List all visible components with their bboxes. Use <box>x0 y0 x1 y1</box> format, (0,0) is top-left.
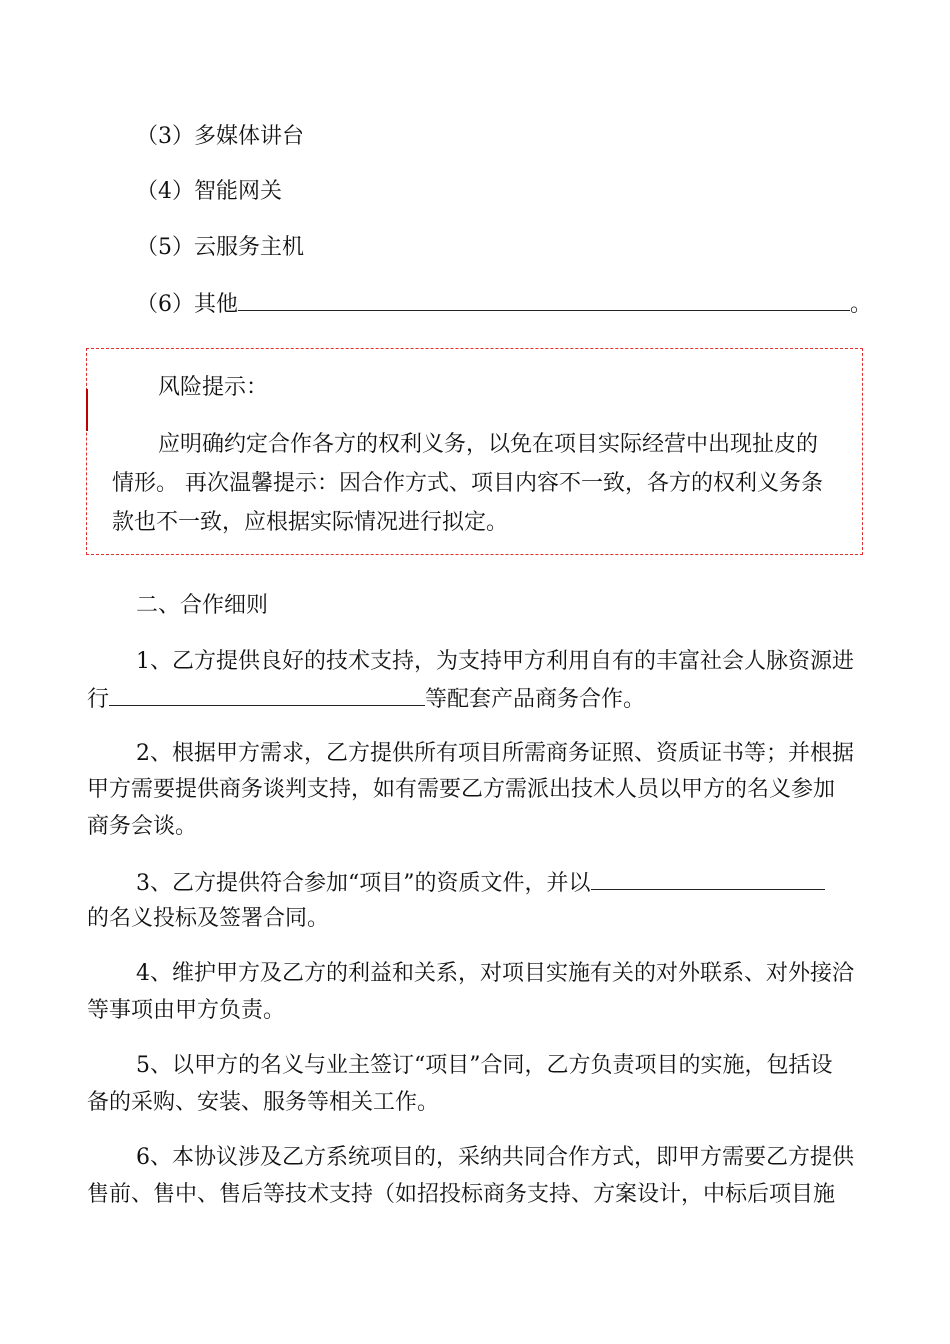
clause-1-line-1: 1、乙方提供良好的技术支持，为支持甲方利用自有的丰富社会人脉资源进 <box>136 649 854 674</box>
clause-1-suffix: 等配套产品商务合作。 <box>425 687 646 712</box>
risk-notice-line-3: 款也不一致，应根据实际情况进行拟定。 <box>112 510 509 535</box>
clause-2-line-3: 商务会谈。 <box>87 814 198 839</box>
list-item-5: （5）云服务主机 <box>136 235 304 260</box>
clause-3-line-1 <box>136 867 825 899</box>
clause-1-prefix: 行 <box>87 687 110 712</box>
risk-notice-line-1: 应明确约定合作各方的权利义务，以免在项目实际经营中出现扯皮的 <box>158 432 819 457</box>
list-item-3: （3）多媒体讲台 <box>136 124 304 149</box>
clause-5-line-1: 5、以甲方的名义与业主签订“项目”合同，乙方负责项目的实施，包括设 <box>136 1053 833 1078</box>
clause-1-line-2 <box>87 683 645 715</box>
section-heading: 二、合作细则 <box>136 593 269 618</box>
clause-5-line-2: 备的采购、安装、服务等相关工作。 <box>87 1090 440 1115</box>
fill-in-blank-other <box>238 288 850 311</box>
clause-6-line-1: 6、本协议涉及乙方系统项目的，采纳共同合作方式，即甲方需要乙方提供 <box>136 1145 854 1170</box>
list-item-6-end: 。 <box>850 292 873 317</box>
list-item-6-label: （6）其他 <box>136 292 238 317</box>
risk-notice-title: 风险提示： <box>158 375 269 400</box>
clause-3-line-2: 的名义投标及签署合同。 <box>87 906 330 931</box>
clause-4-line-2: 等事项由甲方负责。 <box>87 998 286 1023</box>
fill-in-blank-products <box>109 683 425 706</box>
risk-notice-line-2: 情形。 再次温馨提示：因合作方式、项目内容不一致，各方的权利义务条 <box>112 471 823 496</box>
clause-2-line-1: 2、根据甲方需求，乙方提供所有项目所需商务证照、资质证书等；并根据 <box>136 741 854 766</box>
risk-notice-marker <box>86 389 88 431</box>
clause-2-line-2: 甲方需要提供商务谈判支持，如有需要乙方需派出技术人员以甲方的名义参加 <box>87 777 836 802</box>
list-item-4: （4）智能网关 <box>136 179 282 204</box>
clause-6-line-2: 售前、售中、售后等技术支持（如招投标商务支持、方案设计，中标后项目施 <box>87 1182 836 1207</box>
list-item-6 <box>136 288 872 320</box>
clause-4-line-1: 4、维护甲方及乙方的利益和关系，对项目实施有关的对外联系、对外接洽 <box>136 961 854 986</box>
fill-in-blank-bidder <box>591 867 825 890</box>
clause-3-prefix: 3、乙方提供符合参加“项目”的资质文件，并以 <box>136 871 591 896</box>
